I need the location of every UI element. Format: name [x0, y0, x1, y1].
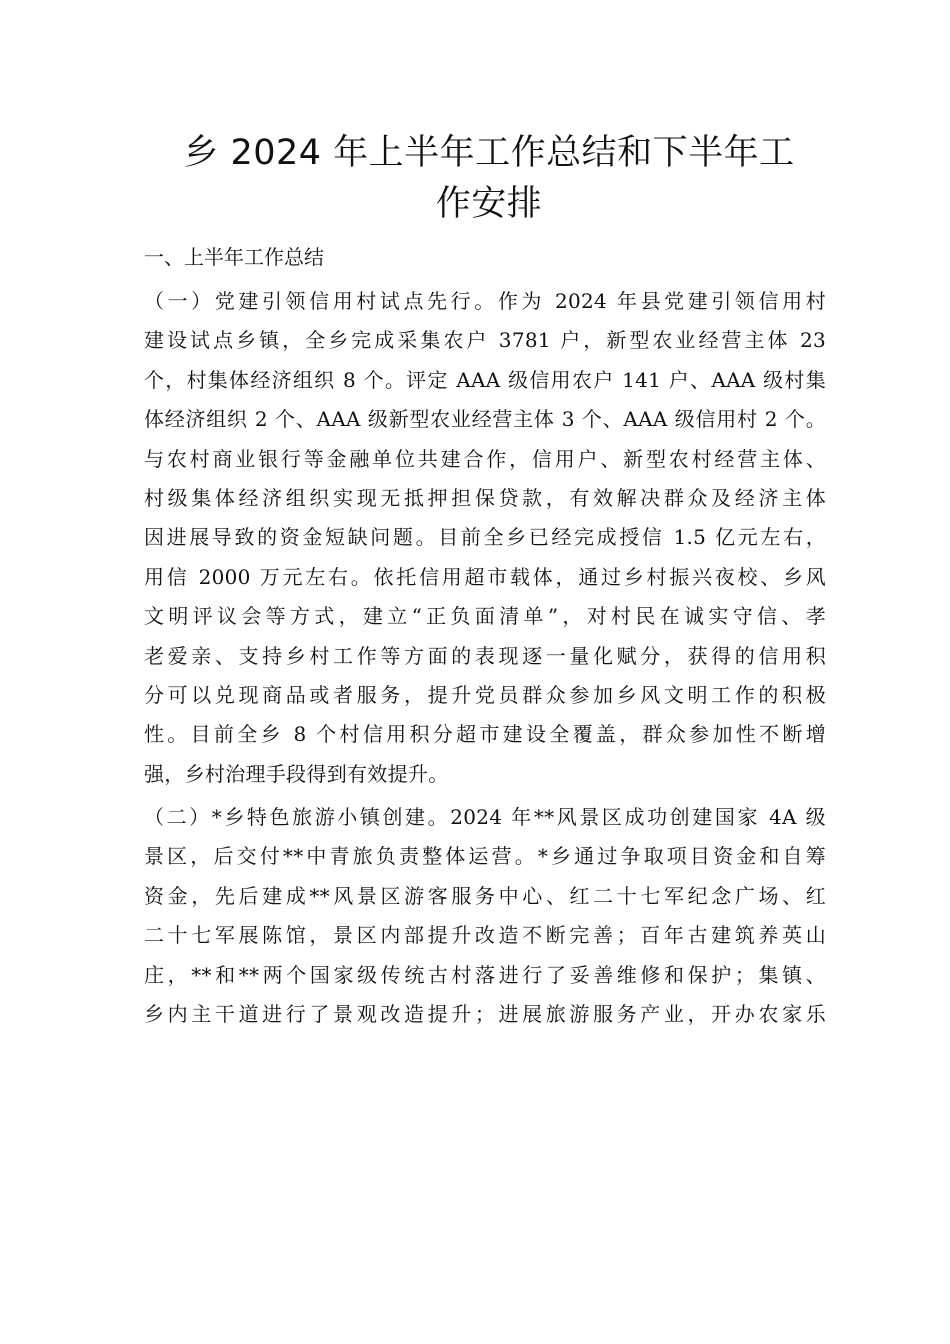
- paragraph-line: 用信 2000 万元左右。依托信用超市载体，通过乡村振兴夜校、乡风: [144, 564, 826, 589]
- paragraph-line: 资金，先后建成**风景区游客服务中心、红二十七军纪念广场、红: [144, 883, 826, 908]
- paragraph-line: 分可以兑现商品或者服务，提升党员群众参加乡风文明工作的积极: [144, 682, 826, 707]
- paragraph-line: 强，乡村治理手段得到有效提升。: [144, 761, 449, 786]
- paragraph-line: 老爱亲、支持乡村工作等方面的表现逐一量化赋分，获得的信用积: [144, 643, 826, 668]
- paragraph-line: 因进展导致的资金短缺问题。目前全乡已经完成授信 1.5 亿元左右，: [144, 525, 826, 550]
- paragraph-line: 个，村集体经济组织 8 个。评定 AAA 级信用农户 141 户、AAA 级村集: [144, 367, 826, 392]
- paragraph-line: 与农村商业银行等金融单位共建合作，信用户、新型农村经营主体、: [144, 446, 826, 471]
- paragraph-line: 性。目前全乡 8 个村信用积分超市建设全覆盖，群众参加性不断增: [144, 722, 826, 747]
- title-line-1: 乡 2024 年上半年工作总结和下半年工: [183, 133, 795, 173]
- paragraph-tourism-town: [144, 798, 826, 1034]
- paragraph-line: （二）*乡特色旅游小镇创建。2024 年**风景区成功创建国家 4A 级: [144, 805, 826, 830]
- section-heading: 一、上半年工作总结: [144, 245, 324, 269]
- paragraph-line: 庄，**和**两个国家级传统古村落进行了妥善维修和保护；集镇、: [144, 962, 826, 987]
- paragraph-line: 乡内主干道进行了景观改造提升；进展旅游服务产业，开办农家乐: [144, 1002, 826, 1027]
- paragraph-line: 体经济组织 2 个、AAA 级新型农业经营主体 3 个、AAA 级信用村 2 个。: [144, 407, 826, 432]
- paragraph-line: 景区，后交付**中青旅负责整体运营。*乡通过争取项目资金和自筹: [144, 844, 826, 869]
- paragraph-line: 二十七军展陈馆，景区内部提升改造不断完善；百年古建筑养英山: [144, 923, 826, 948]
- paragraph-line: （一）党建引领信用村试点先行。作为 2024 年县党建引领信用村: [144, 289, 826, 313]
- paragraph-party-building-credit: [144, 282, 826, 794]
- document-title: [144, 128, 826, 230]
- paragraph-line: 建设试点乡镇，全乡完成采集农户 3781 户，新型农业经营主体 23: [144, 328, 826, 353]
- paragraph-line: 文明评议会等方式，建立“正负面清单”，对村民在诚实守信、孝: [144, 604, 826, 629]
- title-line-2: 作安排: [435, 184, 543, 224]
- paragraph-line: 村级集体经济组织实现无抵押担保贷款，有效解决群众及经济主体: [144, 485, 826, 510]
